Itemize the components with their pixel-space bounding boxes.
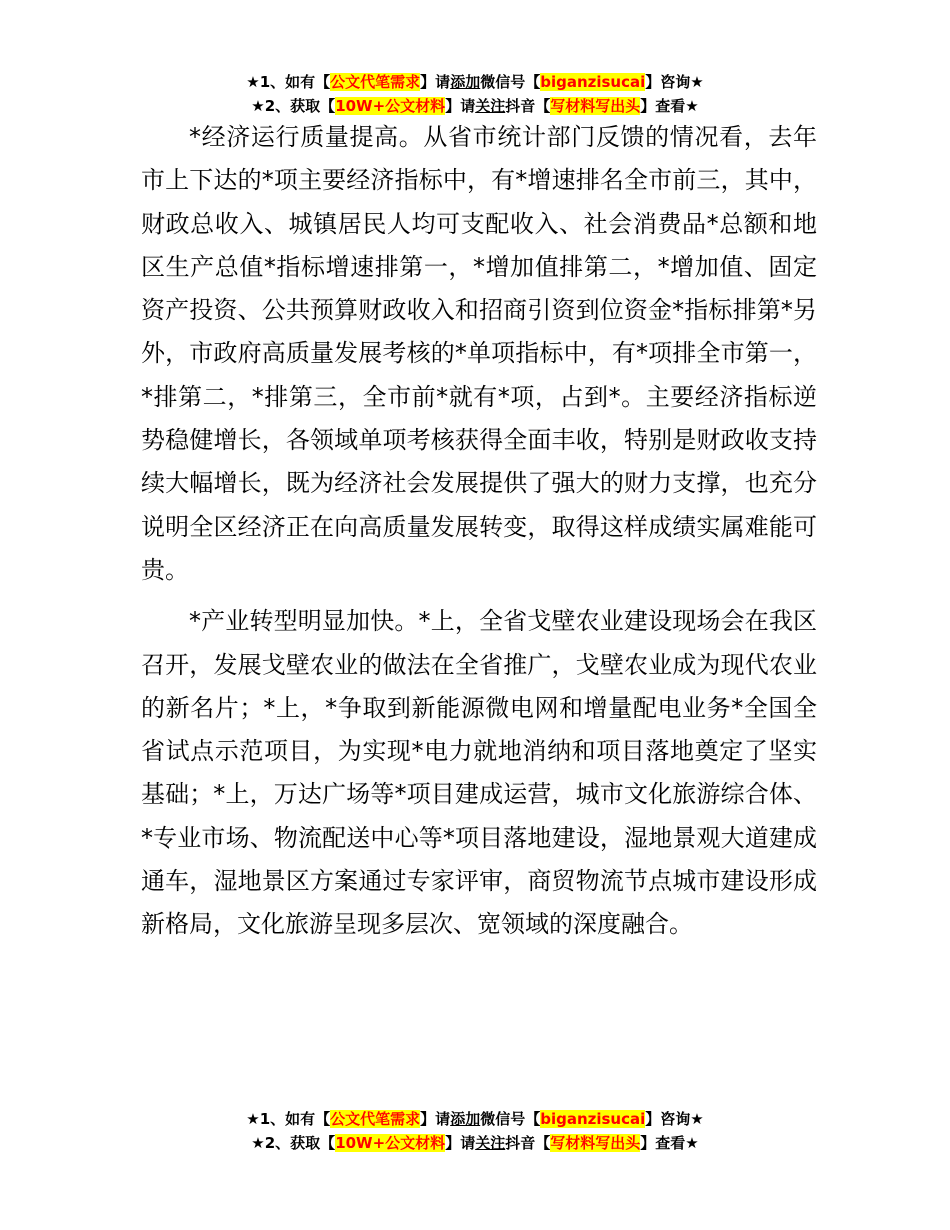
banner-text: 】请 bbox=[445, 1134, 476, 1152]
banner-text: 】查看★ bbox=[640, 1134, 699, 1152]
banner-text: ★1、如有【 bbox=[246, 73, 331, 91]
banner-text: 】咨询★ bbox=[645, 1110, 704, 1128]
document-body bbox=[141, 116, 817, 947]
banner-highlight: biganzisucai bbox=[540, 73, 646, 91]
banner-text: ★1、如有【 bbox=[246, 1110, 331, 1128]
banner-text: 】请 bbox=[420, 73, 451, 91]
footer-banner-line-1 bbox=[0, 1107, 950, 1131]
banner-text: 】请 bbox=[420, 1110, 451, 1128]
banner-highlight: 写材料写出头 bbox=[550, 97, 641, 115]
banner-underlined: 关注 bbox=[475, 97, 506, 115]
banner-highlight: 公文代笔需求 bbox=[330, 73, 421, 91]
banner-text: 】请 bbox=[445, 97, 476, 115]
banner-text: 】查看★ bbox=[640, 97, 699, 115]
header-banner bbox=[0, 70, 950, 118]
banner-highlight: 公文代笔需求 bbox=[330, 1110, 421, 1128]
banner-text: 抖音【 bbox=[505, 1134, 551, 1152]
banner-highlight: 写材料写出头 bbox=[550, 1134, 641, 1152]
banner-text: 】咨询★ bbox=[645, 73, 704, 91]
banner-highlight: 10W+公文材料 bbox=[335, 97, 446, 115]
banner-underlined: 关注 bbox=[475, 1134, 506, 1152]
banner-highlight: biganzisucai bbox=[540, 1110, 646, 1128]
banner-text: 微信号【 bbox=[480, 1110, 541, 1128]
banner-text: 抖音【 bbox=[505, 97, 551, 115]
header-banner-line-1 bbox=[0, 70, 950, 94]
banner-underlined: 添加 bbox=[450, 1110, 481, 1128]
banner-underlined: 添加 bbox=[450, 73, 481, 91]
banner-text: 微信号【 bbox=[480, 73, 541, 91]
banner-highlight: 10W+公文材料 bbox=[335, 1134, 446, 1152]
footer-banner-line-2 bbox=[0, 1131, 950, 1155]
banner-text: ★2、获取【 bbox=[251, 1134, 336, 1152]
paragraph-industry-transformation: *产业转型明显加快。*上，全省戈壁农业建设现场会在我区召开，发展戈壁农业的做法在全省推广，戈壁农业成为现代农业的新名片；*上，*争取到新能源微电网和增量配电业务*全国全省试点示范项目，为实现*电力就地消纳和项目落地奠定了坚实基础；*上，万达广场等*项目建成运营，城市文化旅游综合体、*专业市场、物流配送中心等*项目落地建设，湿地景观大道建成通车，湿地景区方案通过专家评审，商贸物流节点城市建设形成新格局，文化旅游呈现多层次、宽领域的深度融合。 bbox=[141, 607, 817, 939]
footer-banner bbox=[0, 1107, 950, 1155]
paragraph-economic-quality: *经济运行质量提高。从省市统计部门反馈的情况看，去年市上下达的*项主要经济指标中，有*增速排名全市前三，其中，财政总收入、城镇居民人均可支配收入、社会消费品*总额和地区生产总值*指标增速排第一，*增加值排第二，*增加值、固定资产投资、公共预算财政收入和招商引资到位资金*指标排第*另外，市政府高质量发展考核的*单项指标中，有*项排全市第一，*排第二，*排第三，全市前*就有*项，占到*。主要经济指标逆势稳健增长，各领域单项考核获得全面丰收，特别是财政收支持续大幅增长，既为经济社会发展提供了强大的财力支撑，也充分说明全区经济正在向高质量发展转变，取得这样成绩实属难能可贵。 bbox=[141, 123, 817, 584]
header-banner-line-2 bbox=[0, 94, 950, 118]
banner-text: ★2、获取【 bbox=[251, 97, 336, 115]
